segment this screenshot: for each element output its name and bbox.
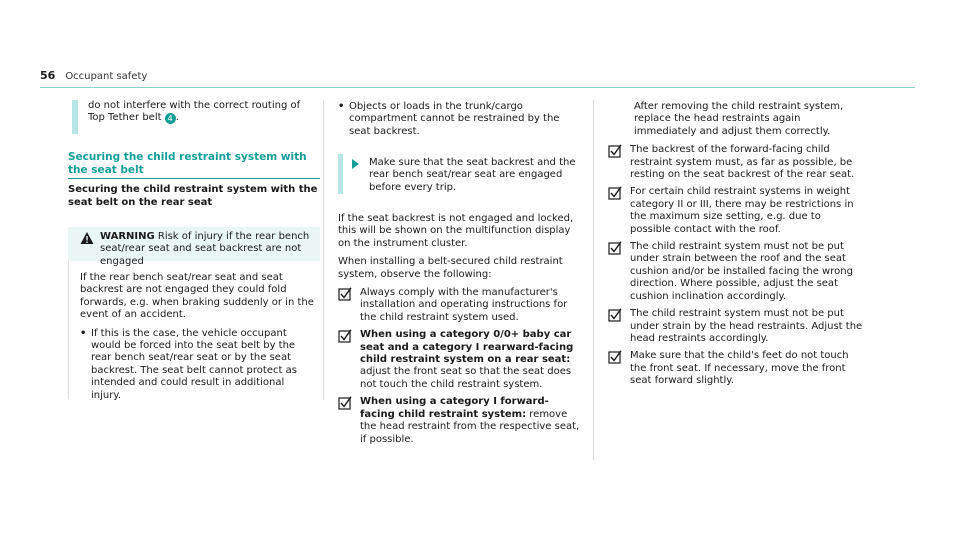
- subsection-heading: Securing the child restraint system with the seat belt on the rear seat: [68, 184, 318, 208]
- check-bold: When using a category I forward-facing child restraint system:: [360, 396, 549, 420]
- column-divider: [593, 100, 594, 460]
- intro-end: .: [175, 112, 179, 124]
- section-title: Occupant safety: [65, 71, 148, 82]
- check-text: Make sure that the child's feet do not touch the front seat. If necessary, move the front seat forward slightly.: [630, 350, 849, 387]
- checkbox-checked-icon: [608, 186, 622, 200]
- check-text: The backrest of the forward-facing child restraint system must, as far as possible, be resting on the seat backrest of the rear seat.: [630, 144, 855, 181]
- checklist-item: [608, 241, 863, 303]
- check-text: Always comply with the manufacturer's installation and operating instructions for the child restraint system used.: [360, 287, 568, 323]
- check-text: adjust the front seat so that the seat does not touch the child restraint system.: [360, 366, 572, 390]
- checkbox-checked-icon: [608, 144, 622, 158]
- warning-label: WARNING: [100, 231, 155, 242]
- warning-text-block: [100, 231, 315, 268]
- tip-bar: [338, 154, 343, 194]
- paragraph: If the seat backrest is not engaged and locked, this will be shown on the multifunction display on the instrument cluster.: [338, 213, 574, 249]
- warning-left-rule: [68, 261, 69, 399]
- checkbox-checked-icon: [608, 350, 622, 364]
- warning-text: Risk of injury if the rear bench seat/rear seat and seat backrest are not engaged: [100, 231, 310, 267]
- warning: [80, 231, 315, 268]
- checkbox-checked-icon: [338, 329, 352, 343]
- column-divider: [323, 100, 324, 400]
- check-text: remove the head restraint from the respective seat, if possible.: [360, 408, 580, 445]
- checklist-item: [608, 144, 863, 181]
- check-bold: When using a category 0/0+ baby car seat and a category I rearward-facing child restraint system on a rear seat:: [360, 329, 574, 366]
- warning-bullets: [80, 328, 316, 402]
- check-text: The child restraint system must not be put under strain between the roof and the seat cushion and/or be installed facing the wrong direction. Where possible, adjust the seat cushion inclination accordingly.: [630, 241, 853, 302]
- warning-triangle-icon: [80, 231, 94, 245]
- tip-arrow-icon: [352, 159, 359, 169]
- checklist-item: [338, 396, 580, 446]
- checkbox-checked-icon: [608, 241, 622, 255]
- paragraph: When installing a belt-secured child restraint system, observe the following:: [338, 256, 563, 280]
- checklist-item: [608, 308, 863, 345]
- warning-body: [80, 272, 316, 402]
- intro-text: do not interfere with the correct routing of Top Tether belt: [88, 100, 301, 124]
- list-item: • Objects or loads in the trunk/cargo compartment cannot be restrained by the seat backrest.: [338, 101, 578, 138]
- tip-text: Make sure that the seat backrest and the rear bench seat/rear seat are engaged before every trip.: [369, 157, 576, 193]
- check-text: The child restraint system must not be put under strain by the head restraints. Adjust the head restraints accordingly.: [630, 308, 863, 344]
- col2-body: [338, 213, 580, 451]
- col2-top: [338, 101, 578, 138]
- checklist-item: [608, 186, 863, 236]
- page-header: [40, 70, 147, 83]
- intro-paragraph: [88, 100, 313, 125]
- continuation-bar: [72, 100, 78, 134]
- tip: [352, 157, 577, 194]
- checklist-item: [608, 350, 863, 387]
- warning-body-text: If the rear bench seat/rear seat and seat backrest are not engaged they could fold forwards, e.g. when braking suddenly or in the event of an accident.: [80, 272, 314, 321]
- checkbox-checked-icon: [338, 396, 352, 410]
- page-number: 56: [40, 69, 56, 82]
- checklist-item: [338, 329, 580, 391]
- checkbox-checked-icon: [608, 308, 622, 322]
- callout-badge: 4: [165, 113, 176, 124]
- checkbox-checked-icon: [338, 287, 352, 301]
- heading-rule: [68, 178, 320, 179]
- col2-bullets: [338, 101, 578, 138]
- list-item: • If this is the case, the vehicle occupant would be forced into the seat belt by the rear bench seat/rear seat or by the seat backrest. The seat belt cannot protect as intended and could result in additional injury.: [80, 328, 316, 402]
- checklist-item: [338, 287, 580, 324]
- paragraph: After removing the child restraint system, replace the head restraints again immediately and adjust them correctly.: [634, 101, 844, 137]
- check-text: For certain child restraint systems in weight category II or III, there may be restrictions in the maximum size setting, e.g. due to possible contact with the roof.: [630, 186, 854, 235]
- col3-body: [608, 101, 863, 393]
- section-heading: Securing the child restraint system with the seat belt: [68, 151, 307, 176]
- header-divider: [40, 87, 915, 88]
